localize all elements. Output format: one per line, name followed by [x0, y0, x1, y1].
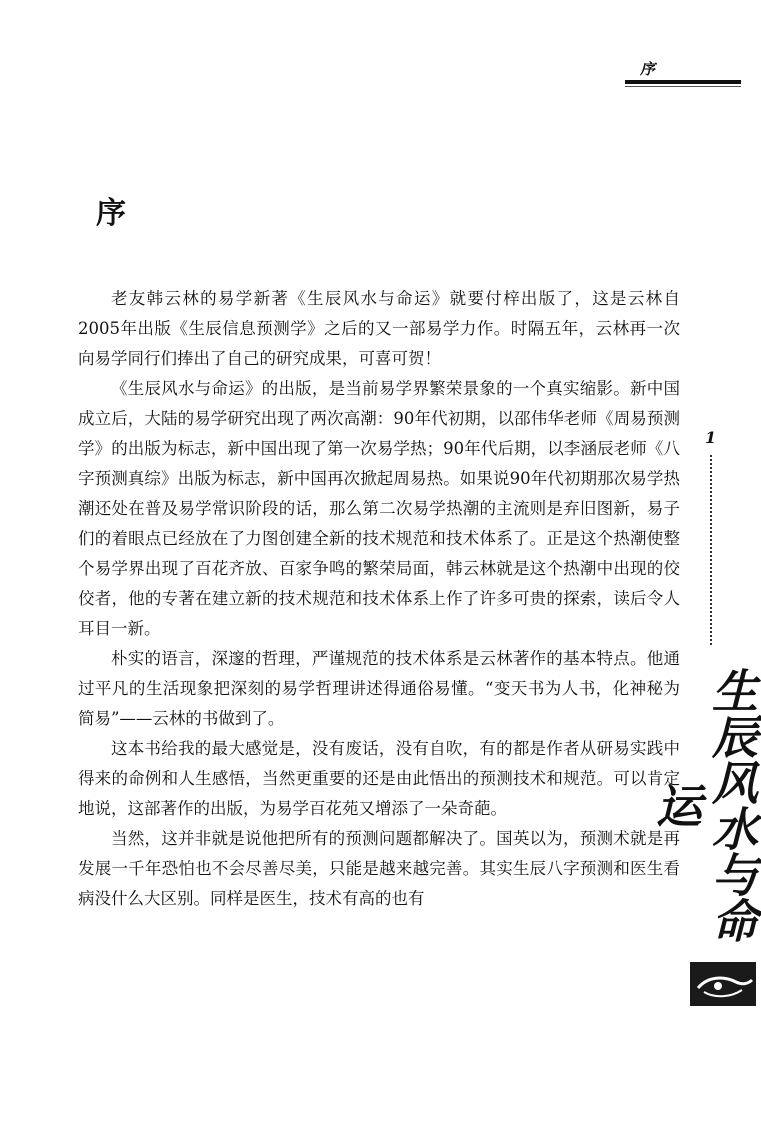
- body-text: [78, 284, 680, 914]
- paragraph: 《生辰风水与命运》的出版，是当前易学界繁荣景象的一个真实缩影。新中国成立后，大陆的易学研究出现了两次高潮：90年代初期，以邵伟华老师《周易预测学》的出版为标志，新中国出现了第一次易学热；90年代后期，以李涵辰老师《八字预测真综》出版为标志，新中国再次掀起周易热。如果说90年代初期那次易学热潮还处在普及易学常识阶段的话，那么第二次易学热潮的主流则是弃旧图新，易子们的着眼点已经放在了力图创建全新的技术规范和技术体系了。正是这个热潮使整个易学界出现了百花齐放、百家争鸣的繁荣局面，韩云林就是这个热潮中出现的佼佼者，他的专著在建立新的技术规范和技术体系上作了许多可贵的探索，读后令人耳目一新。: [78, 379, 680, 638]
- brush-emblem-icon: [690, 962, 756, 1006]
- side-book-title: 生辰风水与命运: [649, 667, 759, 943]
- paragraph: 这本书给我的最大感觉是，没有废话，没有自吹，有的都是作者从研易实践中得来的命例和人生感悟，当然更重要的还是由此悟出的预测技术和规范。可以肯定地说，这部著作的出版，为易学百花苑又增添了一朵奇葩。: [78, 739, 680, 818]
- paragraph: 朴实的语言，深邃的哲理，严谨规范的技术体系是云林著作的基本特点。他通过平凡的生活现象把深刻的易学哲理讲述得通俗易懂。“变天书为人书，化神秘为简易”——云林的书做到了。: [78, 649, 680, 728]
- paragraph: 当然，这并非就是说他把所有的预测问题都解决了。国英以为，预测术就是再发展一千年恐怕也不会尽善尽美，只能是越来越完善。其实生辰八字预测和医生看病没什么大区别。同样是医生，技术有高的也有: [78, 829, 680, 908]
- margin-dotted-line: [710, 455, 712, 645]
- header-rule: [625, 80, 741, 84]
- header-rule-thin: [625, 86, 741, 87]
- paragraph: 老友韩云林的易学新著《生辰风水与命运》就要付梓出版了，这是云林自2005年出版《生辰信息预测学》之后的又一部易学力作。时隔五年，云林再一次向易学同行们捧出了自己的研究成果，可喜可贺！: [78, 289, 680, 368]
- section-title: 序: [96, 196, 126, 231]
- running-head: 序: [640, 60, 657, 78]
- page-number: 1: [705, 428, 717, 447]
